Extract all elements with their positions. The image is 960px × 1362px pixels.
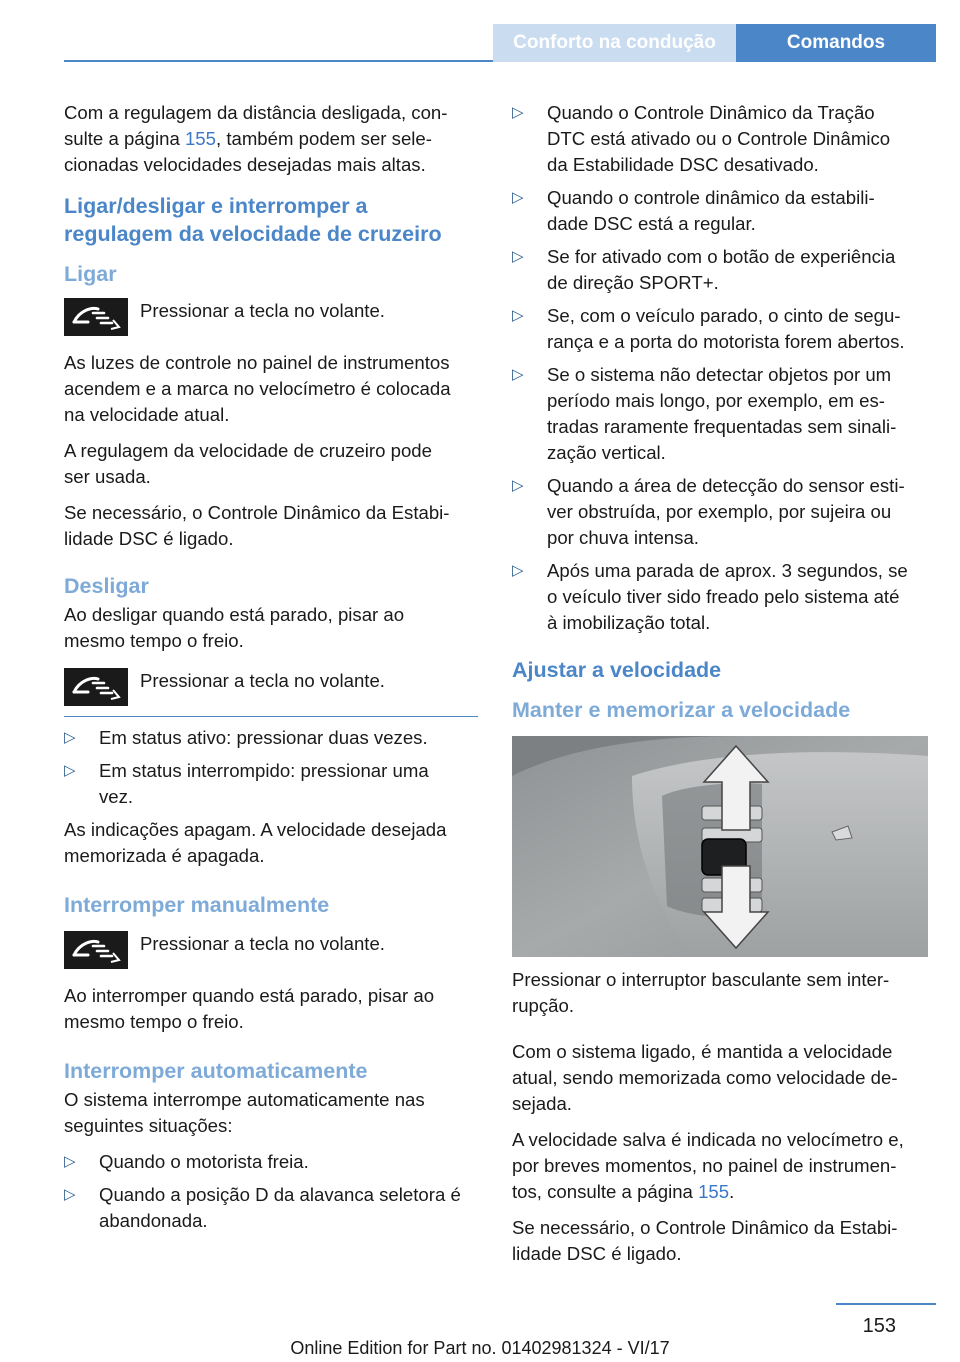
subheading-manter: Manter e memorizar a velocidade	[512, 698, 851, 722]
cruise-control-button-icon	[64, 668, 128, 706]
list-item: ▷ Após uma parada de aprox. 3 segundos, se o veículo tiver sido freado pelo sistema até à imobilização total.	[512, 558, 928, 636]
ligar-paragraph-2: A regulagem da velocidade de cruzeiro pode ser usada.	[64, 440, 432, 487]
desligar-list	[64, 716, 478, 810]
press-key-text: Pressionar a tecla no volante.	[140, 933, 385, 954]
page-link[interactable]: 155	[184, 128, 216, 149]
left-column	[64, 100, 478, 1241]
manual-paragraph-1: Ao interromper quando está parado, pisar ao mesmo tempo o freio.	[64, 985, 435, 1032]
steering-wheel-illustration	[512, 736, 928, 957]
cruise-control-button-icon	[64, 931, 128, 969]
edition-footer: Online Edition for Part no. 01402981324 - VI/17	[290, 1338, 670, 1358]
subheading-manual: Interromper manualmente	[64, 893, 330, 917]
cruise-control-button-icon	[64, 298, 128, 336]
page-header	[0, 24, 960, 62]
ligar-paragraph-3: Se necessário, o Controle Dinâmico da Estabi- lidade DSC é ligado.	[64, 502, 450, 549]
manter-paragraph-4: Se necessário, o Controle Dinâmico da Estabi- lidade DSC é ligado.	[512, 1217, 898, 1264]
ligar-paragraph-1: As luzes de controle no painel de instrumentos acendem e a marca no velocímetro é colocada na velocidade atual.	[64, 352, 451, 425]
list-item: ▷ Se for ativado com o botão de experiência de direção SPORT+.	[512, 244, 928, 296]
list-item: ▷ Em status interrompido: pressionar uma vez.	[64, 758, 478, 810]
subheading-desligar: Desligar	[64, 574, 149, 598]
list-item: ▷ Em status ativo: pressionar duas vezes.	[64, 725, 478, 751]
instruction-ligar	[64, 298, 478, 336]
section-heading-cruise: Ligar/desligar e interromper a regulagem da velocidade de cruzeiro	[64, 194, 442, 246]
page-link[interactable]: 155	[698, 1181, 730, 1202]
press-key-text: Pressionar a tecla no volante.	[140, 670, 385, 691]
desligar-paragraph-1: Ao desligar quando está parado, pisar ao mesmo tempo o freio.	[64, 604, 405, 651]
page-number: 153	[862, 1315, 896, 1337]
manter-paragraph-1: Pressionar o interruptor basculante sem inter- rupção.	[512, 969, 890, 1016]
list-item: ▷ Quando o controle dinâmico da estabili- dade DSC está a regular.	[512, 185, 928, 237]
list-item: ▷ Se, com o veículo parado, o cinto de segu- rança e a porta do motorista forem abertos.	[512, 303, 928, 355]
list-item: ▷ Quando o motorista freia.	[64, 1149, 478, 1175]
instruction-manual	[64, 931, 478, 969]
auto-paragraph-1: O sistema interrompe automaticamente nas seguintes situações:	[64, 1089, 425, 1136]
manter-paragraph-3: A velocidade salva é indicada no velocímetro e, por breves momentos, no painel de instrumen- tos, consulte a página 155.	[512, 1129, 904, 1202]
press-key-text: Pressionar a tecla no volante.	[140, 300, 385, 321]
instruction-desligar	[64, 668, 478, 706]
right-column	[512, 100, 928, 1267]
header-section-tab[interactable]: Conforto na condução	[493, 24, 736, 62]
subheading-auto: Interromper automaticamente	[64, 1059, 368, 1083]
manter-paragraph-2: Com o sistema ligado, é mantida a velocidade atual, sendo memorizada como velocidade de- sejada.	[512, 1041, 898, 1114]
footer-rule	[836, 1303, 936, 1305]
list-item: ▷ Quando a posição D da alavanca seletora é abandonada.	[64, 1182, 478, 1234]
auto-list	[64, 1149, 478, 1234]
list-item: ▷ Quando a área de detecção do sensor esti- ver obstruída, por exemplo, por sujeira ou por chuva intensa.	[512, 473, 928, 551]
list-item: ▷ Se o sistema não detectar objetos por um período mais longo, por exemplo, em es- tradas raramente frequentadas sem sinali- zação vertical.	[512, 362, 928, 466]
section-heading-ajustar: Ajustar a velocidade	[512, 658, 722, 682]
intro-paragraph: Com a regulagem da distância desligada, con- sulte a página 155, também podem ser sele- cionadas velocidades desejadas mais altas.	[64, 102, 448, 175]
list-item: ▷ Quando o Controle Dinâmico da Tração DTC está ativado ou o Controle Dinâmico da Estabilidade DSC desativado.	[512, 100, 928, 178]
header-chapter-tab[interactable]: Comandos	[736, 24, 936, 62]
desligar-paragraph-2: As indicações apagam. A velocidade desejada memorizada é apagada.	[64, 819, 447, 866]
subheading-ligar: Ligar	[64, 262, 117, 286]
auto-list-continued	[512, 100, 928, 636]
